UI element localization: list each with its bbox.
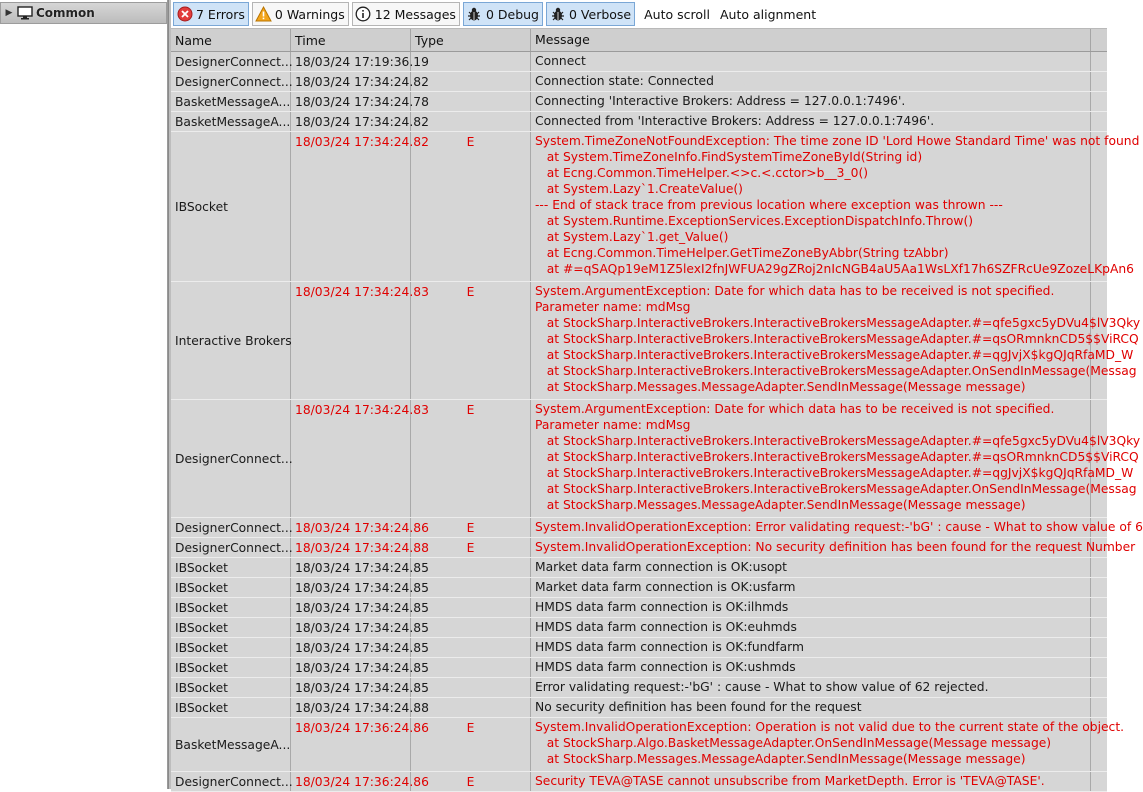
messages-filter-label: 12 Messages [374,6,456,22]
log-time-cell: 18/03/24 17:34:24.85 [291,658,411,677]
row-filler [1091,538,1107,557]
row-filler [1091,618,1107,637]
log-row[interactable] [171,678,1107,698]
log-source-cell: IBSocket [171,132,291,281]
tree-panel [0,0,168,789]
log-row[interactable] [171,598,1107,618]
log-row[interactable] [171,578,1107,598]
log-time-cell: 18/03/24 17:34:24.85 [291,578,411,597]
column-header-message[interactable]: Message [531,29,1091,51]
message-line: at #=qSAQp19eM1Z5lexI2fnJWFUA29gZRoj2nIcNGB4aU5Aa1WsLXf17h6SZFRcUe9ZozeLKpAn6 [535,262,1134,276]
message-line: at StockSharp.Messages.MessageAdapter.SendInMessage(Message message) [535,380,1026,394]
log-type-cell: E [411,400,531,517]
log-message-cell [531,698,1091,717]
verbose-filter-button[interactable] [546,2,635,26]
warnings-filter-label: 0 Warnings [274,6,345,22]
log-type-cell [411,598,531,617]
grid-header [171,28,1107,52]
log-type-cell [411,112,531,131]
log-time-cell: 18/03/24 17:34:24.85 [291,558,411,577]
log-source-cell: DesignerConnect... [171,538,291,557]
log-type-cell [411,678,531,697]
log-source-cell: DesignerConnect... [171,772,291,791]
messages-filter-button[interactable] [352,2,460,26]
log-toolbar [171,0,1107,28]
log-row[interactable] [171,282,1141,400]
message-line: Parameter name: mdMsg [535,418,691,432]
log-time-cell: 18/03/24 17:34:24.82 [291,72,411,91]
log-type-cell [411,618,531,637]
row-filler [1091,598,1107,617]
log-source-cell: Interactive Brokers [171,282,291,399]
log-row[interactable] [171,558,1107,578]
log-row[interactable] [171,132,1140,282]
message-line: at StockSharp.InteractiveBrokers.InteractiveBrokersMessageAdapter.#=qgJvjX$kgQJqRfaMD_W [535,348,1134,362]
errors-filter-button[interactable] [173,2,249,26]
message-line: at System.Lazy`1.get_Value() [535,230,729,244]
row-filler [1091,678,1107,697]
log-type-cell [411,658,531,677]
message-line: HMDS data farm connection is OK:fundfarm [535,640,804,654]
column-header-type[interactable]: Type [411,29,531,51]
log-message-cell [531,400,1141,517]
log-source-cell: IBSocket [171,578,291,597]
log-time-cell: 18/03/24 17:36:24.86 [291,718,411,771]
log-source-cell: IBSocket [171,618,291,637]
log-time-cell: 18/03/24 17:34:24.88 [291,698,411,717]
log-row[interactable] [171,538,1136,558]
log-message-cell [531,52,1091,71]
log-message-cell [531,618,1091,637]
message-line: HMDS data farm connection is OK:euhmds [535,620,797,634]
message-line: Security TEVA@TASE cannot unsubscribe from MarketDepth. Error is 'TEVA@TASE'. [535,774,1045,788]
log-row[interactable] [171,638,1107,658]
message-line: System.InvalidOperationException: Operation is not valid due to the current state of the object. [535,720,1125,734]
row-filler [1091,772,1107,791]
message-line: at StockSharp.InteractiveBrokers.InteractiveBrokersMessageAdapter.#=qfe5gxc5yDVu4$lV3Qky [535,434,1141,448]
log-message-cell [531,718,1125,771]
log-message-cell [531,112,1091,131]
log-message-cell [531,282,1141,399]
message-line: at StockSharp.InteractiveBrokers.InteractiveBrokersMessageAdapter.#=qgJvjX$kgQJqRfaMD_W [535,466,1134,480]
log-message-cell [531,678,1091,697]
log-message-cell [531,658,1091,677]
log-time-cell: 18/03/24 17:34:24.85 [291,618,411,637]
row-filler [1091,658,1107,677]
grid-body [171,52,1143,792]
debug-filter-button[interactable] [463,2,543,26]
message-line: at System.Lazy`1.CreateValue() [535,182,743,196]
log-row[interactable] [171,518,1143,538]
message-line: Connecting 'Interactive Brokers: Address = 127.0.0.1:7496'. [535,94,906,108]
log-time-cell: 18/03/24 17:34:24.83 [291,282,411,399]
log-row[interactable] [171,72,1107,92]
message-line: --- End of stack trace from previous location where exception was thrown --- [535,198,1003,212]
log-time-cell: 18/03/24 17:36:24.86 [291,772,411,791]
message-line: at Ecng.Common.TimeHelper.<>c.<.cctor>b__3_0() [535,166,869,180]
log-message-cell [531,598,1091,617]
monitor-icon [17,5,33,21]
message-line: HMDS data farm connection is OK:ilhmds [535,600,789,614]
message-line: Connect [535,54,586,68]
message-line: at System.TimeZoneInfo.FindSystemTimeZoneById(String id) [535,150,923,164]
message-line: System.ArgumentException: Date for which data has to be received is not specified. [535,284,1055,298]
message-line: at StockSharp.InteractiveBrokers.InteractiveBrokersMessageAdapter.#=qfe5gxc5yDVu4$lV3Qky [535,316,1141,330]
message-line: Parameter name: mdMsg [535,300,691,314]
errors-filter-label: 7 Errors [196,6,245,22]
column-header-filler [1091,29,1107,51]
warning-icon [255,6,272,23]
log-type-cell: E [411,718,531,771]
message-line: System.TimeZoneNotFoundException: The time zone ID 'Lord Howe Standard Time' was not found [535,134,1140,148]
auto-scroll-toggle[interactable]: Auto scroll [644,6,710,22]
message-line: Market data farm connection is OK:usopt [535,560,788,574]
log-message-cell [531,132,1140,281]
log-source-cell: IBSocket [171,678,291,697]
log-source-cell: IBSocket [171,558,291,577]
log-time-cell: 18/03/24 17:34:24.82 [291,112,411,131]
log-type-cell [411,92,531,111]
row-filler [1091,718,1107,771]
log-time-cell: 18/03/24 17:34:24.85 [291,638,411,657]
row-filler [1091,72,1107,91]
log-type-cell [411,72,531,91]
row-filler [1091,558,1107,577]
log-time-cell: 18/03/24 17:34:24.85 [291,678,411,697]
verbose-filter-label: 0 Verbose [569,6,632,22]
log-time-cell: 18/03/24 17:34:24.88 [291,538,411,557]
column-header-name[interactable]: Name [171,29,291,51]
log-time-cell: 18/03/24 17:34:24.78 [291,92,411,111]
row-filler [1091,518,1107,537]
message-line: System.ArgumentException: Date for which data has to be received is not specified. [535,402,1055,416]
log-row[interactable] [171,92,1107,112]
log-type-cell: E [411,772,531,791]
expand-arrow-icon[interactable]: ▶ [5,8,13,18]
log-message-cell [531,538,1136,557]
log-type-cell: E [411,282,531,399]
message-line: at StockSharp.Messages.MessageAdapter.SendInMessage(Message message) [535,498,1026,512]
log-type-cell [411,558,531,577]
row-filler [1091,92,1107,111]
log-type-cell: E [411,132,531,281]
log-message-cell [531,638,1091,657]
log-source-cell: DesignerConnect... [171,72,291,91]
message-line: at StockSharp.Messages.MessageAdapter.SendInMessage(Message message) [535,752,1026,766]
log-time-cell: 18/03/24 17:34:24.85 [291,598,411,617]
log-message-cell [531,772,1091,791]
log-message-cell [531,578,1091,597]
log-time-cell: 18/03/24 17:34:24.86 [291,518,411,537]
message-line: at Ecng.Common.TimeHelper.GetTimeZoneByAbbr(String tzAbbr) [535,246,949,260]
message-line: at StockSharp.InteractiveBrokers.InteractiveBrokersMessageAdapter.OnSendInMessage(Messag [535,364,1137,378]
row-filler [1091,698,1107,717]
log-source-cell: BasketMessageA... [171,92,291,111]
message-line: No security definition has been found for the request [535,700,862,714]
message-line: Error validating request:-'bG' : cause - What to show value of 62 rejected. [535,680,989,694]
log-type-cell: E [411,518,531,537]
auto-alignment-toggle[interactable]: Auto alignment [719,6,817,22]
tree-node-common[interactable] [0,2,167,24]
log-source-cell: BasketMessageA... [171,718,291,771]
log-row[interactable] [171,112,1107,132]
log-source-cell: DesignerConnect... [171,400,291,517]
log-time-cell: 18/03/24 17:34:24.82 [291,132,411,281]
log-message-cell [531,92,1091,111]
bug-icon [549,6,566,23]
row-filler [1091,578,1107,597]
message-line: at StockSharp.InteractiveBrokers.InteractiveBrokersMessageAdapter.#=qsORmnknCD5$$ViRCQ [535,332,1139,346]
log-source-cell: IBSocket [171,658,291,677]
log-message-cell [531,518,1143,537]
log-row[interactable] [171,698,1107,718]
log-row[interactable] [171,52,1107,72]
row-filler [1091,282,1107,399]
log-source-cell: IBSocket [171,698,291,717]
message-line: System.InvalidOperationException: Error validating request:-'bG' : cause - What to show value of 6 [535,520,1143,534]
log-type-cell [411,52,531,71]
log-source-cell: BasketMessageA... [171,112,291,131]
row-filler [1091,132,1107,281]
message-line: Market data farm connection is OK:usfarm [535,580,796,594]
debug-filter-label: 0 Debug [485,6,539,22]
message-line: at System.Runtime.ExceptionServices.ExceptionDispatchInfo.Throw() [535,214,974,228]
log-source-cell: DesignerConnect... [171,52,291,71]
log-message-cell [531,72,1091,91]
log-source-cell: IBSocket [171,638,291,657]
log-type-cell [411,698,531,717]
tree-node-label: Common [36,6,95,20]
log-type-cell: E [411,538,531,557]
log-source-cell: IBSocket [171,598,291,617]
error-icon [176,6,193,23]
log-row[interactable] [171,618,1107,638]
log-row[interactable] [171,400,1141,518]
warnings-filter-button[interactable] [252,2,349,26]
log-type-cell [411,578,531,597]
row-filler [1091,52,1107,71]
log-row[interactable] [171,718,1125,772]
row-filler [1091,638,1107,657]
column-header-time[interactable]: Time [291,29,411,51]
row-filler [1091,400,1107,517]
log-time-cell: 18/03/24 17:19:36.19 [291,52,411,71]
message-line: Connected from 'Interactive Brokers: Address = 127.0.0.1:7496'. [535,114,935,128]
log-type-cell [411,638,531,657]
info-icon [355,6,372,23]
log-message-cell [531,558,1091,577]
log-row[interactable] [171,658,1107,678]
log-grid [171,28,1143,789]
message-line: Connection state: Connected [535,74,714,88]
message-line: at StockSharp.Algo.BasketMessageAdapter.OnSendInMessage(Message message) [535,736,1052,750]
message-line: at StockSharp.InteractiveBrokers.InteractiveBrokersMessageAdapter.OnSendInMessage(Messag [535,482,1137,496]
message-line: at StockSharp.InteractiveBrokers.InteractiveBrokersMessageAdapter.#=qsORmnknCD5$$ViRCQ [535,450,1139,464]
log-source-cell: DesignerConnect... [171,518,291,537]
log-row[interactable] [171,772,1107,792]
message-line: HMDS data farm connection is OK:ushmds [535,660,796,674]
message-line: System.InvalidOperationException: No security definition has been found for the request Number [535,540,1136,554]
bug-icon [466,6,483,23]
log-time-cell: 18/03/24 17:34:24.83 [291,400,411,517]
row-filler [1091,112,1107,131]
